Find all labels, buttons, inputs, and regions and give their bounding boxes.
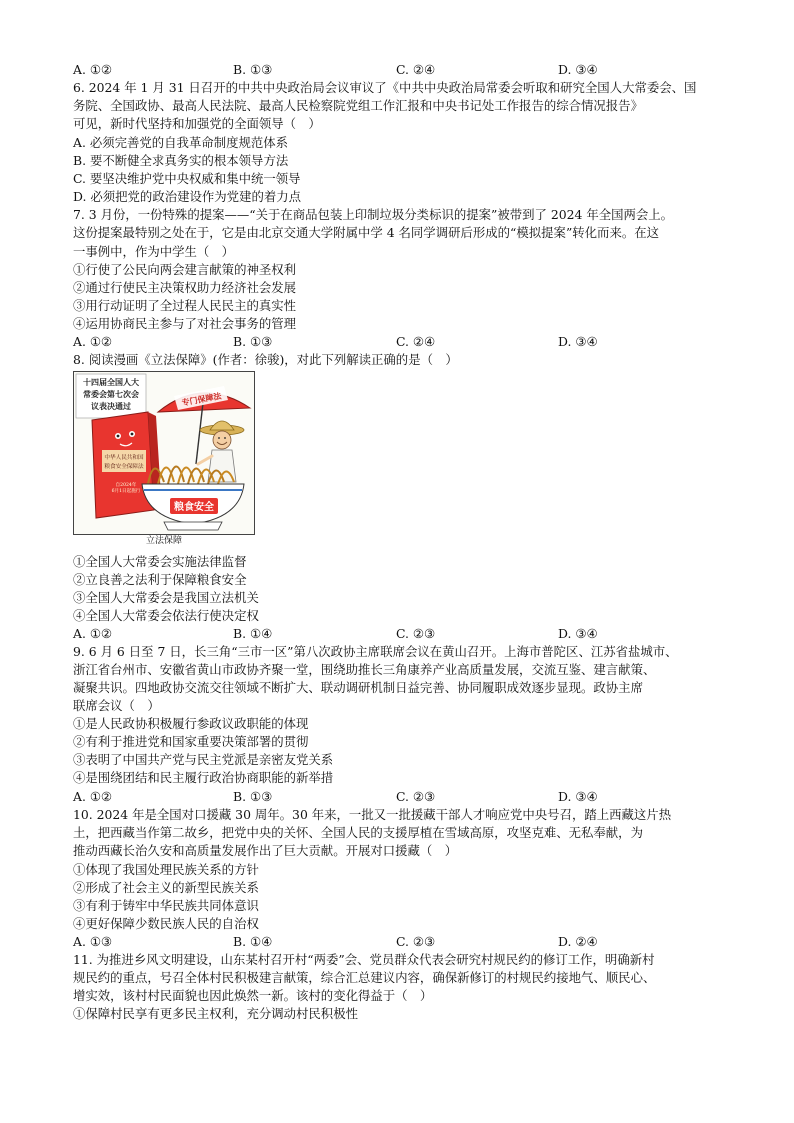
option-a[interactable]: A. ①②: [73, 789, 113, 804]
option-c[interactable]: C. ②④: [396, 334, 436, 349]
q5-options: [73, 61, 728, 79]
q10-stem-line: 推动西藏长治久安和高质量发展作出了巨大贡献。开展对口援藏（ ）: [73, 843, 458, 858]
option-a[interactable]: A. ①③: [73, 934, 113, 949]
option-a[interactable]: A. ①②: [73, 62, 113, 77]
option-d[interactable]: D. ③④: [558, 334, 598, 349]
board-text-1: 十四届全国人大: [83, 377, 139, 387]
option-d[interactable]: D. ③④: [558, 789, 598, 804]
q8-item: ③全国人大常委会是我国立法机关: [73, 590, 259, 605]
q9-item: ③表明了中国共产党与民主党派是亲密友党关系: [73, 752, 334, 767]
q10-item: ③有利于铸牢中华民族共同体意识: [73, 898, 259, 913]
q7-stem-line: 一事例中，作为中学生（ ）: [73, 244, 235, 259]
option-d[interactable]: D. ③④: [558, 62, 598, 77]
bowl-text: 粮食安全: [174, 502, 214, 513]
option-c[interactable]: C. ②③: [396, 934, 436, 949]
q10-options: [73, 933, 728, 951]
q8-item: ④全国人大常委会依法行使决定权: [73, 608, 259, 623]
option-b[interactable]: B. ①③: [233, 789, 273, 804]
option-c[interactable]: C. ②④: [396, 62, 436, 77]
q7-options: [73, 333, 728, 351]
q7-stem-line: 7. 3 月份，一份特殊的提案——“关于在商品包装上印制垃圾分类标识的提案”被带到了 2024 年全国两会上。: [73, 207, 674, 222]
q6-choice-a[interactable]: A. 必须完善党的自我革命制度规范体系: [73, 135, 289, 150]
q9-stem-line: 9. 6 月 6 日至 7 日，长三角“三市一区”第八次政协主席联席会议在黄山召开。上海市普陀区、江苏省盐城市、: [73, 644, 678, 659]
option-c[interactable]: C. ②③: [396, 626, 436, 641]
q10-stem-line: 土，把西藏当作第二故乡，把党中央的关怀、全国人民的支援厚植在雪域高原，攻坚克难、无私奉献，为: [73, 825, 643, 840]
option-b[interactable]: B. ①④: [233, 626, 273, 641]
book-text-1: 中华人民共和国: [104, 455, 144, 461]
q7-stem-line: 这份提案最特别之处在于，它是由北京交通大学附属中学 4 名同学调研后形成的“模拟提案”转化而来。在这: [73, 225, 660, 240]
option-d[interactable]: D. ②④: [558, 934, 598, 949]
book-date-1: 自2024年: [115, 483, 137, 488]
q11-stem-line: 规民约的重点，号召全体村民积极建言献策，综合汇总建议内容，确保新修订的村规民约接地气、顺民心、: [73, 970, 656, 985]
q10-stem-line: 10. 2024 年是全国对口援藏 30 周年。30 年来，一批又一批援藏干部人才响应党中央号召，踏上西藏这片热: [73, 807, 672, 822]
q8-options: [73, 625, 728, 643]
q11-stem-line: 增实效，该村村民面貌也因此焕然一新。该村的变化得益于（ ）: [73, 988, 433, 1003]
option-a[interactable]: A. ①②: [73, 626, 113, 641]
q10-item: ①体现了我国处理民族关系的方针: [73, 862, 259, 877]
q10-item: ④更好保障少数民族人民的自治权: [73, 916, 259, 931]
q11-stem-line: 11. 为推进乡风文明建设，山东某村召开村“两委”会、党员群众代表会研究村规民约的修订工作，明确新村: [73, 952, 655, 967]
q7-item: ③用行动证明了全过程人民民主的真实性: [73, 298, 297, 313]
option-d[interactable]: D. ③④: [558, 626, 598, 641]
q11-item: ①保障村民享有更多民主权利，充分调动村民积极性: [73, 1006, 358, 1021]
q9-item: ②有利于推进党和国家重要决策部署的贯彻: [73, 734, 309, 749]
option-b[interactable]: B. ①④: [233, 934, 273, 949]
option-a[interactable]: A. ①②: [73, 334, 113, 349]
q7-item: ①行使了公民向两会建言献策的神圣权利: [73, 262, 297, 277]
option-b[interactable]: B. ①③: [233, 334, 273, 349]
q10-item: ②形成了社会主义的新型民族关系: [73, 880, 259, 895]
umbrella-text: 专门保障法: [180, 390, 223, 408]
option-b[interactable]: B. ①③: [233, 62, 273, 77]
q8-stem: 8. 阅读漫画《立法保障》(作者：徐骏)，对此下列解读正确的是（ ）: [73, 352, 458, 367]
q6-stem-line: 6. 2024 年 1 月 31 日召开的中共中央政治局会议审议了《中共中央政治局常委会听取和研究全国人大常委会、国: [73, 80, 697, 95]
q9-stem-line: 联席会议（ ）: [73, 698, 160, 713]
q9-item: ①是人民政协积极履行参政议政职能的体现: [73, 716, 309, 731]
q9-options: [73, 788, 728, 806]
q8-item: ①全国人大常委会实施法律监督: [73, 554, 247, 569]
book-date-2: 6月1日起施行: [111, 489, 141, 494]
q6-choice-c[interactable]: C. 要坚决维护党中央权威和集中统一领导: [73, 171, 301, 186]
cartoon-caption: 立法保障: [145, 536, 182, 546]
q8-item: ②立良善之法利于保障粮食安全: [73, 572, 247, 587]
q7-item: ④运用协商民主参与了对社会事务的管理: [73, 316, 297, 331]
book-text-2: 粮食安全保障法: [104, 464, 144, 470]
q9-stem-line: 凝聚共识。四地政协交流交往领域不断扩大、联动调研机制日益完善、协同履职成效逐步显现。政协主席: [73, 680, 643, 695]
q7-item: ②通过行使民主决策权助力经济社会发展: [73, 280, 297, 295]
q6-stem-line: 可见，新时代坚持和加强党的全面领导（ ）: [73, 116, 321, 131]
board-text-2: 常委会第七次会: [83, 389, 139, 399]
board-text-3: 议表决通过: [91, 401, 131, 411]
q9-stem-line: 浙江省台州市、安徽省黄山市政协齐聚一堂，围绕助推长三角康养产业高质量发展，交流互鉴、建言献策、: [73, 662, 656, 677]
option-c[interactable]: C. ②③: [396, 789, 436, 804]
q6-choice-d[interactable]: D. 必须把党的政治建设作为党建的着力点: [73, 189, 302, 204]
q9-item: ④是围绕团结和民主履行政治协商职能的新举措: [73, 770, 334, 785]
q6-stem-line: 务院、全国政协、最高人民法院、最高人民检察院党组工作汇报和中央书记处工作报告的综合情况报告》: [73, 98, 643, 113]
q6-choice-b[interactable]: B. 要不断健全求真务实的根本领导方法: [73, 153, 289, 168]
cartoon-image: [73, 371, 255, 535]
